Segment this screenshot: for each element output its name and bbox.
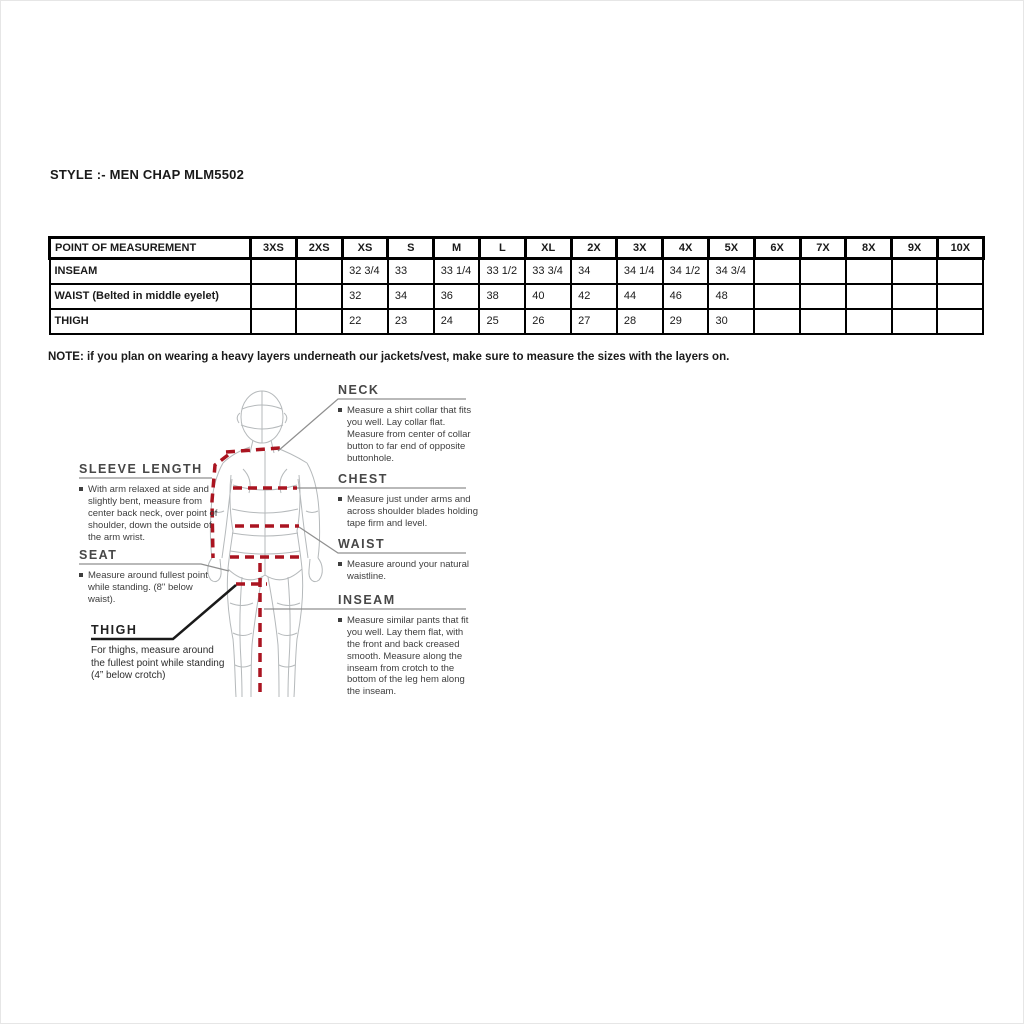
- size-table-header-row: [50, 238, 984, 259]
- size-value-cell: [754, 284, 800, 309]
- column-header-size: S: [388, 238, 434, 259]
- size-value-cell: [846, 284, 892, 309]
- size-value-cell: [296, 309, 342, 334]
- size-value-cell: 33 3/4: [525, 259, 571, 284]
- neck-measure-line: [226, 448, 280, 452]
- size-value-cell: 40: [525, 284, 571, 309]
- size-value-cell: 28: [617, 309, 663, 334]
- instruction-text: Measure similar pants that fit you well. Lay them flat, with the front and back creased smooth. Measure along the inseam from crotch to the bottom of the leg hem along the inseam.: [347, 615, 469, 698]
- section-heading: THIGH: [91, 623, 138, 637]
- column-header-size: L: [479, 238, 525, 259]
- measure-section-waist: [338, 537, 478, 583]
- size-value-cell: 33 1/2: [479, 259, 525, 284]
- document-title: STYLE :- MEN CHAP MLM5502: [50, 167, 245, 182]
- measure-section-sleeve-length: [79, 462, 221, 543]
- section-instructions: [79, 484, 221, 543]
- column-header-size: 7X: [800, 238, 846, 259]
- size-value-cell: 34: [388, 284, 434, 309]
- measure-section-neck: [338, 383, 478, 464]
- size-table: [48, 236, 985, 335]
- section-heading: CHEST: [338, 472, 388, 486]
- size-value-cell: 42: [571, 284, 617, 309]
- instruction-text: Measure around your natural waistline.: [347, 559, 469, 582]
- size-value-cell: 22: [342, 309, 388, 334]
- column-header-size: 8X: [846, 238, 892, 259]
- column-header-size: M: [434, 238, 480, 259]
- size-value-cell: 24: [434, 309, 480, 334]
- size-value-cell: [296, 284, 342, 309]
- size-value-cell: 48: [708, 284, 754, 309]
- column-header-size: 2X: [571, 238, 617, 259]
- section-heading: NECK: [338, 383, 380, 397]
- bullet-square-icon: [338, 497, 342, 501]
- column-header-size: 9X: [892, 238, 938, 259]
- size-value-cell: 34 1/4: [617, 259, 663, 284]
- instruction-text: Measure around fullest point while standing. (8" below waist).: [88, 570, 208, 605]
- size-value-cell: [754, 259, 800, 284]
- measurement-diagram: [61, 381, 501, 711]
- section-heading: WAIST: [338, 537, 386, 551]
- size-value-cell: [800, 309, 846, 334]
- section-heading: INSEAM: [338, 593, 396, 607]
- size-value-cell: 33: [388, 259, 434, 284]
- note-text: NOTE: if you plan on wearing a heavy layers underneath our jackets/vest, make sure to measure the sizes with the layers on.: [48, 351, 730, 363]
- instruction-text: Measure just under arms and across shoulder blades holding tape firm and level.: [347, 494, 478, 529]
- bullet-square-icon: [79, 487, 83, 491]
- row-label: INSEAM: [50, 259, 251, 284]
- column-header-size: XL: [525, 238, 571, 259]
- size-value-cell: [846, 309, 892, 334]
- size-value-cell: 38: [479, 284, 525, 309]
- size-value-cell: 34 1/2: [663, 259, 709, 284]
- instruction-text: For thighs, measure around the fullest point while standing (4” below crotch): [91, 645, 225, 681]
- size-value-cell: [892, 259, 938, 284]
- column-header-size: 5X: [708, 238, 754, 259]
- size-value-cell: 36: [434, 284, 480, 309]
- bullet-square-icon: [79, 573, 83, 577]
- measure-section-seat: [79, 548, 209, 606]
- section-heading: SLEEVE LENGTH: [79, 462, 203, 476]
- section-instructions: [338, 405, 478, 464]
- size-value-cell: 30: [708, 309, 754, 334]
- measure-section-chest: [338, 472, 478, 530]
- column-header-point-of-measurement: POINT OF MEASUREMENT: [50, 238, 251, 259]
- size-value-cell: [251, 259, 297, 284]
- size-value-cell: 25: [479, 309, 525, 334]
- bullet-square-icon: [338, 562, 342, 566]
- column-header-size: 3XS: [251, 238, 297, 259]
- size-value-cell: [937, 259, 983, 284]
- size-value-cell: [937, 309, 983, 334]
- section-instructions: [79, 570, 209, 606]
- size-value-cell: [251, 309, 297, 334]
- bullet-square-icon: [338, 618, 342, 622]
- row-label: WAIST (Belted in middle eyelet): [50, 284, 251, 309]
- size-value-cell: [800, 259, 846, 284]
- table-row: [50, 284, 984, 309]
- size-value-cell: [296, 259, 342, 284]
- diagram-right-column: [338, 381, 488, 711]
- measure-section-thigh: [91, 623, 226, 683]
- size-value-cell: 33 1/4: [434, 259, 480, 284]
- size-value-cell: 27: [571, 309, 617, 334]
- size-value-cell: 46: [663, 284, 709, 309]
- table-row: [50, 309, 984, 334]
- diagram-left-column: [61, 381, 226, 711]
- column-header-size: 10X: [937, 238, 983, 259]
- size-value-cell: 26: [525, 309, 571, 334]
- size-value-cell: 32: [342, 284, 388, 309]
- column-header-size: XS: [342, 238, 388, 259]
- instruction-text: Measure a shirt collar that fits you well. Lay collar flat. Measure from center of collar button to far end of opposite buttonhole.: [347, 405, 472, 464]
- column-header-size: 2XS: [296, 238, 342, 259]
- size-value-cell: 34 3/4: [708, 259, 754, 284]
- size-value-cell: [937, 284, 983, 309]
- section-heading: SEAT: [79, 548, 118, 562]
- size-value-cell: [251, 284, 297, 309]
- size-value-cell: [846, 259, 892, 284]
- section-instructions: [338, 615, 478, 698]
- size-value-cell: [754, 309, 800, 334]
- instruction-text: With arm relaxed at side and slightly bent, measure from center back neck, over point of shoulder, down the outside of the arm wrist.: [88, 484, 218, 543]
- section-instructions: [338, 494, 478, 530]
- size-value-cell: [892, 309, 938, 334]
- row-label: THIGH: [50, 309, 251, 334]
- column-header-size: 6X: [754, 238, 800, 259]
- size-value-cell: 34: [571, 259, 617, 284]
- column-header-size: 3X: [617, 238, 663, 259]
- size-value-cell: 23: [388, 309, 434, 334]
- size-value-cell: 32 3/4: [342, 259, 388, 284]
- table-row: [50, 259, 984, 284]
- size-value-cell: [892, 284, 938, 309]
- section-instructions: [91, 645, 226, 683]
- size-value-cell: 44: [617, 284, 663, 309]
- size-value-cell: 29: [663, 309, 709, 334]
- size-value-cell: [800, 284, 846, 309]
- measure-section-inseam: [338, 593, 478, 698]
- column-header-size: 4X: [663, 238, 709, 259]
- bullet-square-icon: [338, 408, 342, 412]
- section-instructions: [338, 559, 478, 583]
